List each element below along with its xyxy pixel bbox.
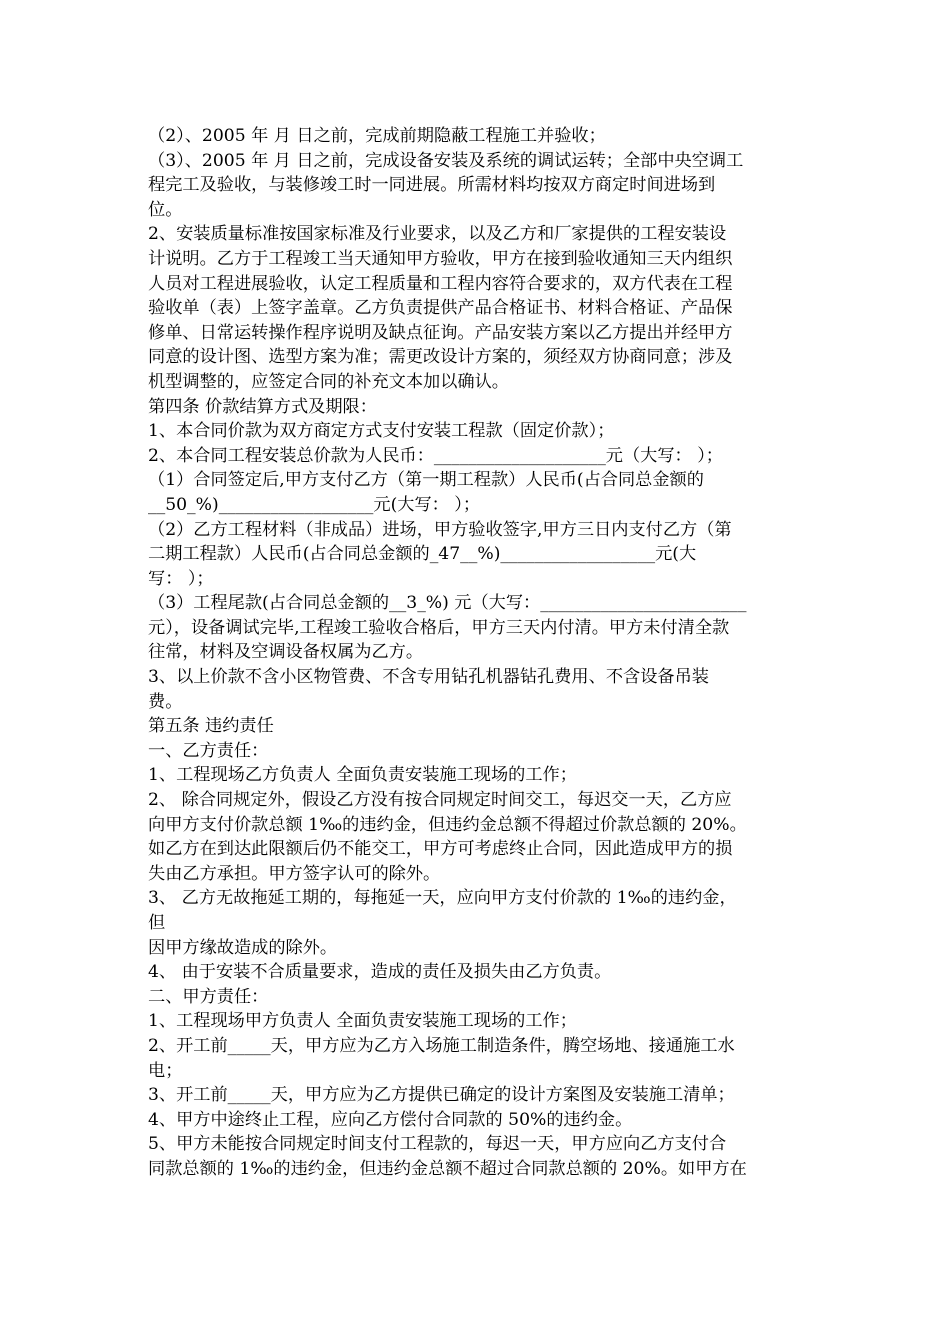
- text-line: （3）、2005 年 月 日之前，完成设备安装及系统的调试运转；全部中央空调工: [148, 150, 744, 171]
- text-line: 一、乙方责任：: [148, 740, 269, 761]
- text-line: 机型调整的，应签定合同的补充文本加以确认。: [148, 371, 509, 392]
- text-line: 向甲方支付价款总额 1‰的违约金，但违约金总额不得超过价款总额的 20%。: [148, 814, 747, 835]
- text-line: 1、工程现场乙方负责人 全面负责安装施工现场的工作；: [148, 765, 577, 786]
- text-line: 4、甲方中途终止工程，应向乙方偿付合同款的 50%的违约金。: [148, 1109, 633, 1130]
- text-line: 人员对工程进展验收，认定工程质量和工程内容符合要求的，双方代表在工程: [148, 273, 733, 294]
- text-line: 程完工及验收，与装修竣工时一同进展。所需材料均按双方商定时间进场到: [148, 175, 716, 196]
- text-line: 但: [148, 913, 166, 933]
- text-line: 3、开工前_____天，甲方应为乙方提供已确定的设计方案图及安装施工清单；: [148, 1085, 735, 1106]
- text-line: 因甲方缘故造成的除外。: [148, 937, 338, 958]
- text-line: 元），设备调试完毕,工程竣工验收合格后，甲方三天内付清。甲方未付清全款: [148, 617, 730, 638]
- text-line: 2、开工前_____天，甲方应为乙方入场施工制造条件，腾空场地、接通施工水: [148, 1035, 735, 1056]
- text-line: 失由乙方承担。甲方签字认可的除外。: [148, 863, 441, 884]
- text-line: __50_%)__________________元(大写： ）；: [148, 494, 481, 515]
- text-line: 二期工程款）人民币(占合同总金额的_47__%)__________________元(大: [148, 544, 697, 565]
- text-line: 1、工程现场甲方负责人 全面负责安装施工现场的工作；: [148, 1011, 577, 1032]
- text-line: 验收单（表）上签字盖章。乙方负责提供产品合格证书、材料合格证、产品保: [148, 298, 733, 319]
- text-line: （3）工程尾款(占合同总金额的__3_%) 元（大写：________________________: [148, 593, 747, 614]
- text-line: 2、本合同工程安装总价款为人民币：____________________元（大写： ）；: [148, 445, 723, 466]
- text-line: 2、安装质量标准按国家标准及行业要求，以及乙方和厂家提供的工程安装设: [148, 224, 727, 245]
- text-line: 往常，材料及空调设备权属为乙方。: [148, 642, 424, 663]
- text-line: 电；: [148, 1060, 183, 1081]
- text-line: 如乙方在到达此限额后仍不能交工，甲方可考虑终止合同，因此造成甲方的损: [148, 839, 733, 860]
- text-line: （1）合同签定后,甲方支付乙方（第一期工程款）人民币(占合同总金额的: [148, 470, 704, 491]
- text-line: 同款总额的 1‰的违约金，但违约金总额不超过合同款总额的 20%。如甲方在: [148, 1158, 747, 1179]
- text-line: 修单、日常运转操作程序说明及缺点征询。产品安装方案以乙方提出并经甲方: [148, 322, 733, 343]
- text-line: 3、 乙方无故拖延工期的，每拖延一天，应向甲方支付价款的 1‰的违约金，: [148, 888, 737, 909]
- text-line: 5、甲方未能按合同规定时间支付工程款的，每迟一天，甲方应向乙方支付合: [148, 1134, 727, 1155]
- document-body: [148, 124, 808, 1182]
- text-line: 2、 除合同规定外，假设乙方没有按合同规定时间交工，每迟交一天，乙方应: [148, 790, 732, 811]
- text-line: 第五条 违约责任: [148, 716, 274, 737]
- text-line: （2）乙方工程材料（非成品）进场，甲方验收签字,甲方三日内支付乙方（第: [148, 519, 732, 540]
- text-line: 位。: [148, 199, 183, 220]
- text-line: 3、以上价款不含小区物管费、不含专用钻孔机器钻孔费用、不含设备吊装: [148, 667, 709, 688]
- text-line: 费。: [148, 691, 183, 712]
- text-line: 第四条 价款结算方式及期限：: [148, 396, 377, 417]
- text-line: 4、 由于安装不合质量要求，造成的责任及损失由乙方负责。: [148, 962, 612, 983]
- text-line: 二、甲方责任：: [148, 986, 269, 1007]
- text-line: 同意的设计图、选型方案为准；需更改设计方案的，须经双方协商同意；涉及: [148, 347, 733, 368]
- text-line: 计说明。乙方于工程竣工当天通知甲方验收，甲方在接到验收通知三天内组织: [148, 248, 733, 269]
- text-line: 写： ）；: [148, 568, 214, 589]
- text-line: 1、本合同价款为双方商定方式支付安装工程款（固定价款）；: [148, 421, 615, 442]
- text-line: （2）、2005 年 月 日之前，完成前期隐蔽工程施工并验收；: [148, 126, 606, 146]
